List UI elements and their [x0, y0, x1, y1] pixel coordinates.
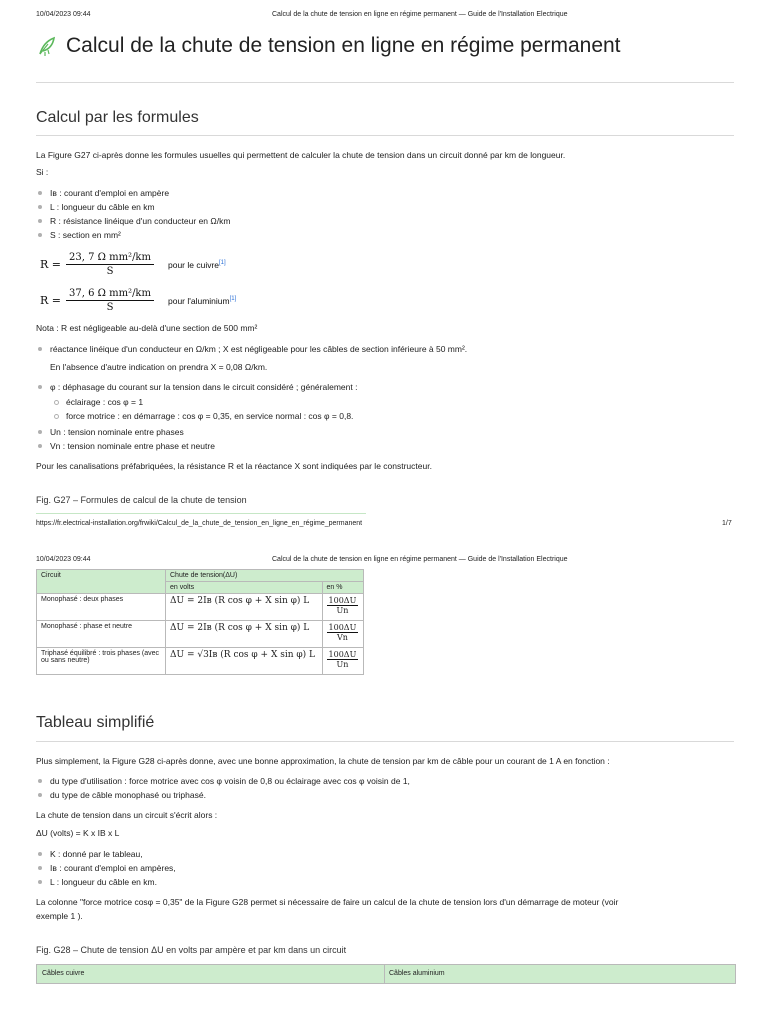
drop-formula: ΔU (volts) = K x IB x L — [36, 828, 120, 838]
section-heading-simplified: Tableau simplifié — [36, 714, 155, 731]
list-item: L : longueur du câble en km — [50, 200, 230, 214]
footnote-link[interactable]: [1] — [229, 295, 237, 302]
print-header-date: 10/04/2023 09:44 — [36, 556, 91, 563]
phi-list — [50, 380, 357, 394]
list-item: S : section en mm² — [50, 228, 230, 242]
simplified-intro: Plus simplement, la Figure G28 ci-après donne, avec une bonne approximation, la chute de tension par km de câble pour un courant de 1 A en fonction : — [36, 756, 610, 766]
print-header-title: Calcul de la chute de tension en ligne en régime permanent — Guide de l'Installation Electrique — [272, 11, 568, 18]
figure-caption-g27: Fig. G27 – Formules de calcul de la chute de tension — [36, 495, 247, 505]
list-item: L : longueur du câble en km. — [50, 875, 176, 889]
g28-header-aluminium: Câbles aluminium — [389, 970, 445, 977]
pct-numerator: 100ΔU — [328, 596, 357, 605]
table-header-volts: en volts — [166, 582, 323, 594]
page-title — [36, 34, 621, 58]
list-item: réactance linéique d'un conducteur en Ω/km ; X est négligeable pour les câbles de section inférieure à 50 mm². — [50, 344, 468, 354]
table-row — [37, 648, 364, 675]
pct-denominator: Vn — [336, 633, 348, 642]
table-header-drop: Chute de tension(ΔU) — [166, 570, 364, 582]
leaf-icon — [36, 35, 58, 57]
section-divider — [36, 741, 734, 742]
table-header-pct: en % — [322, 582, 363, 594]
prefab-paragraph: Pour les canalisations préfabriquées, la résistance R et la réactance X sont indiquées par le constructeur. — [36, 461, 432, 471]
table-cell-pct — [322, 621, 363, 648]
pct-denominator: Un — [336, 606, 349, 615]
nota-paragraph: Nota : R est négligeable au-delà d'une section de 500 mm² — [36, 323, 258, 333]
print-footer-page: 1/7 — [722, 520, 732, 527]
figure-rule — [36, 513, 366, 514]
section-divider — [36, 135, 734, 136]
list-item: force motrice : en démarrage : cos φ = 0,35, en service normal : cos φ = 0,8. — [66, 411, 354, 421]
phi-sublist — [66, 395, 353, 423]
drop-writes: La chute de tension dans un circuit s'écrit alors : — [36, 810, 218, 820]
formula-numerator: 37, 6 Ω mm²/km — [66, 288, 154, 301]
g28-header-copper: Câbles cuivre — [42, 970, 85, 977]
column-note-line1: La colonne "force motrice cosφ = 0,35" de la Figure G28 permet si nécessaire de faire un calcul de la chute de tension lors d'un démarrage de moteur (voir — [36, 897, 619, 907]
reactance-list — [50, 342, 467, 356]
table-cell-circuit: Monophasé : phase et neutre — [37, 621, 166, 648]
table-cell-pct — [322, 594, 363, 621]
formula-copper — [40, 252, 226, 277]
table-cell-volts: ΔU = √3Iʙ (R cos φ + X sin φ) L — [166, 648, 323, 675]
print-header-title: Calcul de la chute de tension en ligne en régime permanent — Guide de l'Installation Electrique — [272, 556, 568, 563]
page-title-text: Calcul de la chute de tension en ligne en régime permanent — [66, 34, 621, 57]
definitions-list — [50, 186, 230, 242]
formula-lhs: R = — [40, 294, 61, 307]
reactance-default: En l'absence d'autre indication on prendra X = 0,08 Ω/km. — [50, 362, 268, 372]
footnote-link[interactable]: [1] — [219, 259, 226, 266]
simplified-list — [50, 774, 410, 802]
formula-lhs: R = — [40, 258, 61, 271]
table-row — [37, 594, 364, 621]
pct-denominator: Un — [336, 660, 349, 669]
list-item: R : résistance linéique d'un conducteur en Ω/km — [50, 216, 231, 226]
formula-aluminium — [40, 288, 236, 313]
list-item: φ : déphasage du courant sur la tension dans le circuit considéré ; généralement : — [50, 382, 358, 392]
voltage-list — [50, 425, 215, 453]
table-cell-circuit: Triphasé équilibré : trois phases (avec ou sans neutre) — [37, 648, 166, 675]
list-item: Iʙ : courant d'emploi en ampère — [50, 186, 230, 200]
table-row — [37, 621, 364, 648]
k-list — [50, 847, 176, 889]
list-item: K : donné par le tableau, — [50, 847, 176, 861]
table-cell-volts: ΔU = 2Iʙ (R cos φ + X sin φ) L — [166, 621, 323, 648]
table-g28-header — [36, 964, 736, 984]
section-heading-formulas: Calcul par les formules — [36, 109, 199, 126]
table-g27 — [36, 569, 364, 675]
formula-numerator: 23, 7 Ω mm²/km — [66, 252, 154, 265]
formula-denominator: S — [106, 266, 114, 277]
pct-numerator: 100ΔU — [328, 650, 357, 659]
table-cell-pct — [322, 648, 363, 675]
table-header-circuit: Circuit — [37, 570, 166, 594]
list-item: Iʙ : courant d'emploi en ampères, — [50, 863, 176, 873]
print-footer-url: https://fr.electrical-installation.org/frwiki/Calcul_de_la_chute_de_tension_en_ligne_en_régime_permanent — [36, 520, 363, 527]
formula-fraction — [66, 252, 154, 277]
si-label: Si : — [36, 167, 49, 177]
figure-caption-g28: Fig. G28 – Chute de tension ΔU en volts par ampère et par km dans un circuit — [36, 945, 347, 955]
formula-note: pour l'aluminium[1] — [167, 295, 237, 306]
column-note-line2: exemple 1 ). — [36, 911, 83, 921]
formula-note: pour le cuivre[1] — [167, 259, 226, 270]
table-cell-volts: ΔU = 2Iʙ (R cos φ + X sin φ) L — [166, 594, 323, 621]
intro-paragraph: La Figure G27 ci-après donne les formules usuelles qui permettent de calculer la chute de tension dans un circuit donné par km de longueur. — [36, 150, 566, 160]
g28-column-divider — [384, 964, 385, 984]
list-item: éclairage : cos φ = 1 — [66, 395, 353, 409]
list-item: Vn : tension nominale entre phase et neutre — [50, 441, 215, 451]
list-item: du type de câble monophasé ou triphasé. — [50, 788, 410, 802]
title-divider — [36, 82, 734, 83]
formula-fraction — [66, 288, 154, 313]
list-item: Un : tension nominale entre phases — [50, 425, 215, 439]
list-item: du type d'utilisation : force motrice avec cos φ voisin de 0,8 ou éclairage avec cos φ voisin de 1, — [50, 776, 410, 786]
print-header-date: 10/04/2023 09:44 — [36, 11, 91, 18]
formula-denominator: S — [106, 302, 114, 313]
table-cell-circuit: Monophasé : deux phases — [37, 594, 166, 621]
pct-numerator: 100ΔU — [328, 623, 357, 632]
